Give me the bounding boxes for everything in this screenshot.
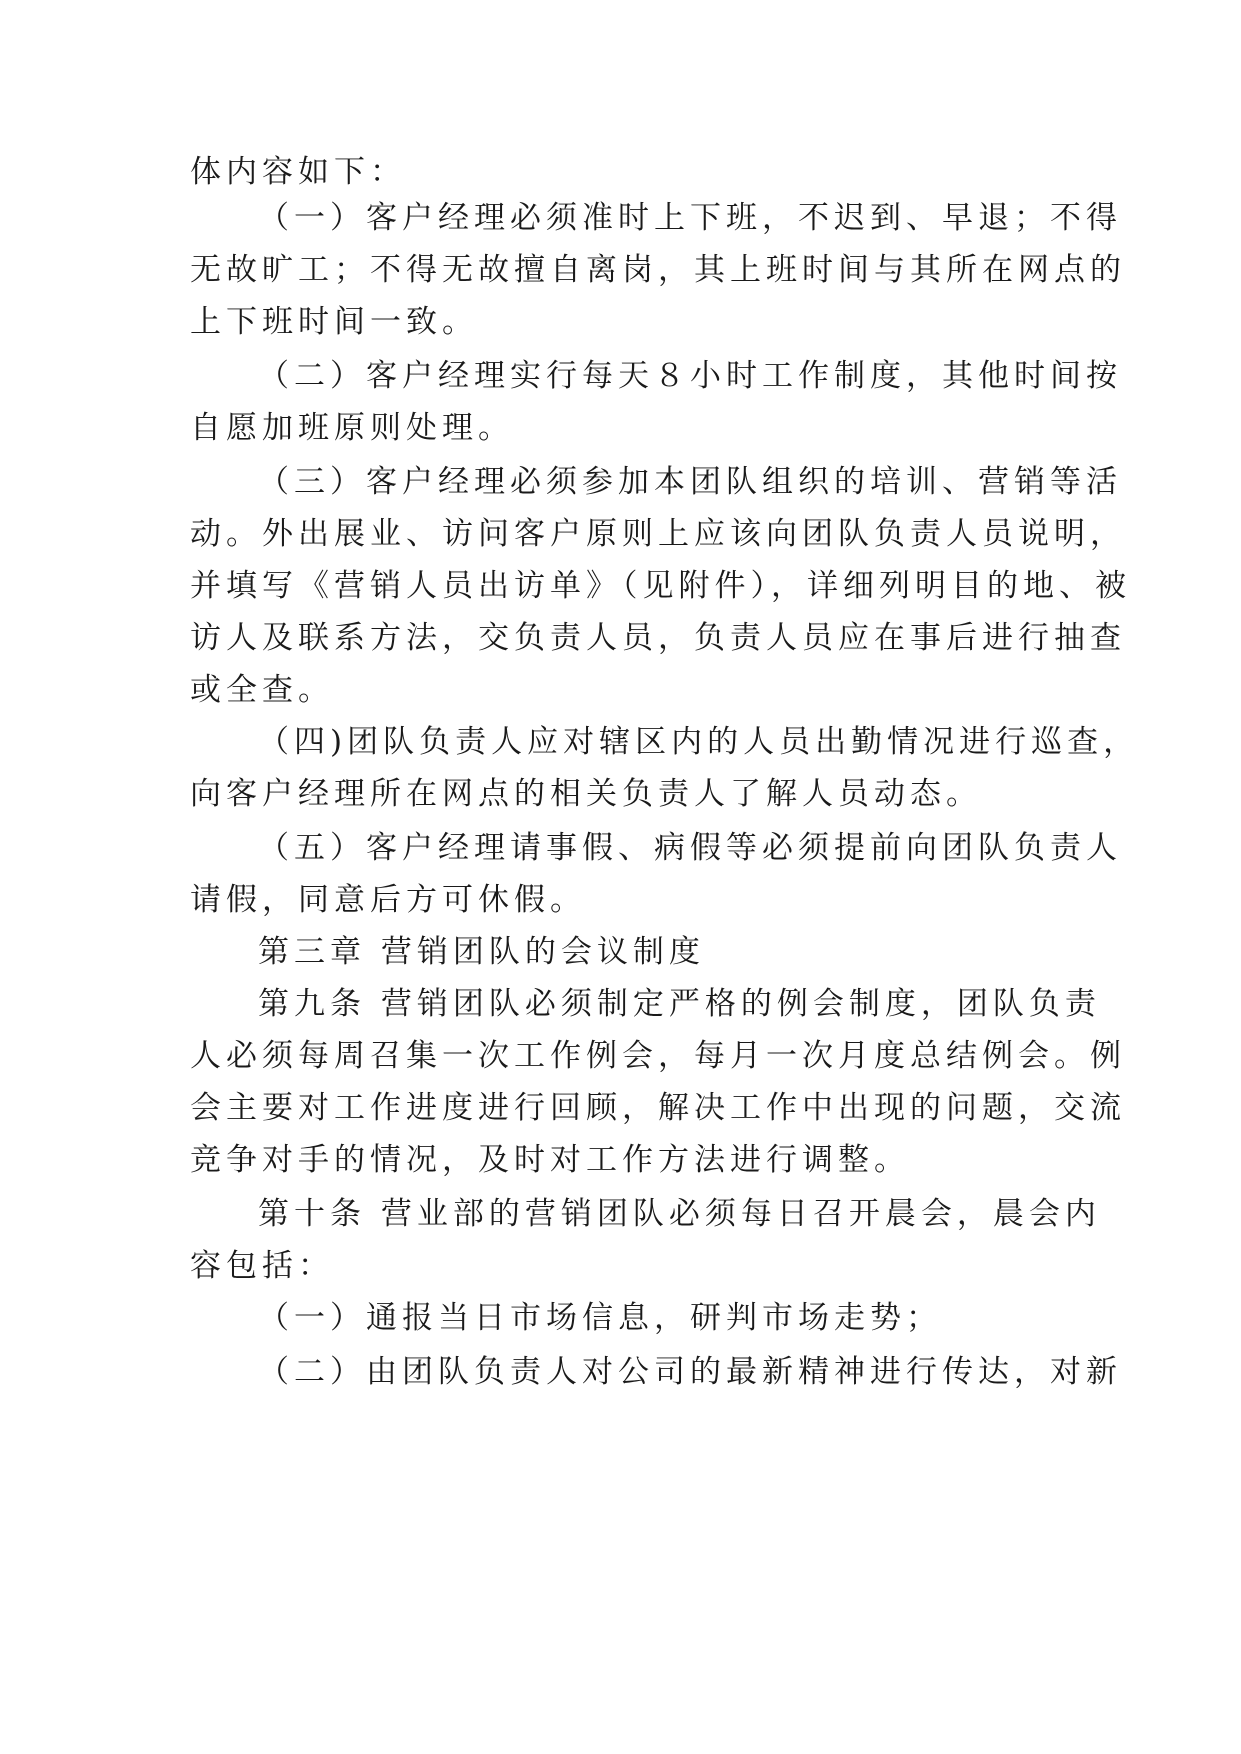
text-line: （二）由团队负责人对公司的最新精神进行传达，对新 bbox=[258, 1354, 1122, 1390]
text-line: （二）客户经理实行每天８小时工作制度，其他时间按 bbox=[258, 358, 1122, 394]
chapter-heading: 第三章 营销团队的会议制度 bbox=[258, 934, 705, 970]
text-line: （四)团队负责人应对辖区内的人员出勤情况进行巡查， bbox=[258, 724, 1140, 760]
text-line: （一）通报当日市场信息，研判市场走势； bbox=[258, 1300, 942, 1336]
text-line: 会主要对工作进度进行回顾，解决工作中出现的问题，交流 bbox=[190, 1090, 1126, 1126]
text-line: 人必须每周召集一次工作例会，每月一次月度总结例会。例 bbox=[190, 1038, 1126, 1074]
text-line: （三）客户经理必须参加本团队组织的培训、营销等活 bbox=[258, 464, 1122, 500]
text-line: 竞争对手的情况，及时对工作方法进行调整。 bbox=[190, 1142, 910, 1178]
text-line: （一）客户经理必须准时上下班，不迟到、早退；不得 bbox=[258, 200, 1122, 236]
text-line: 第十条 营业部的营销团队必须每日召开晨会，晨会内 bbox=[258, 1196, 1101, 1232]
text-line: 体内容如下： bbox=[190, 154, 406, 190]
text-line: 或全查。 bbox=[190, 672, 334, 708]
text-line: 容包括： bbox=[190, 1248, 334, 1284]
text-line: 自愿加班原则处理。 bbox=[190, 410, 514, 446]
text-line: 访人及联系方法，交负责人员，负责人员应在事后进行抽查 bbox=[190, 620, 1126, 656]
text-line: 请假，同意后方可休假。 bbox=[190, 882, 586, 918]
text-line: （五）客户经理请事假、病假等必须提前向团队负责人 bbox=[258, 830, 1122, 866]
text-line: 上下班时间一致。 bbox=[190, 304, 478, 340]
text-line: 向客户经理所在网点的相关负责人了解人员动态。 bbox=[190, 776, 982, 812]
text-line: 动。外出展业、访问客户原则上应该向团队负责人员说明， bbox=[190, 516, 1126, 552]
text-line: 并填写《营销人员出访单》（见附件），详细列明目的地、被 bbox=[190, 568, 1131, 604]
text-line: 第九条 营销团队必须制定严格的例会制度，团队负责 bbox=[258, 986, 1101, 1022]
text-line: 无故旷工；不得无故擅自离岗，其上班时间与其所在网点的 bbox=[190, 252, 1126, 288]
